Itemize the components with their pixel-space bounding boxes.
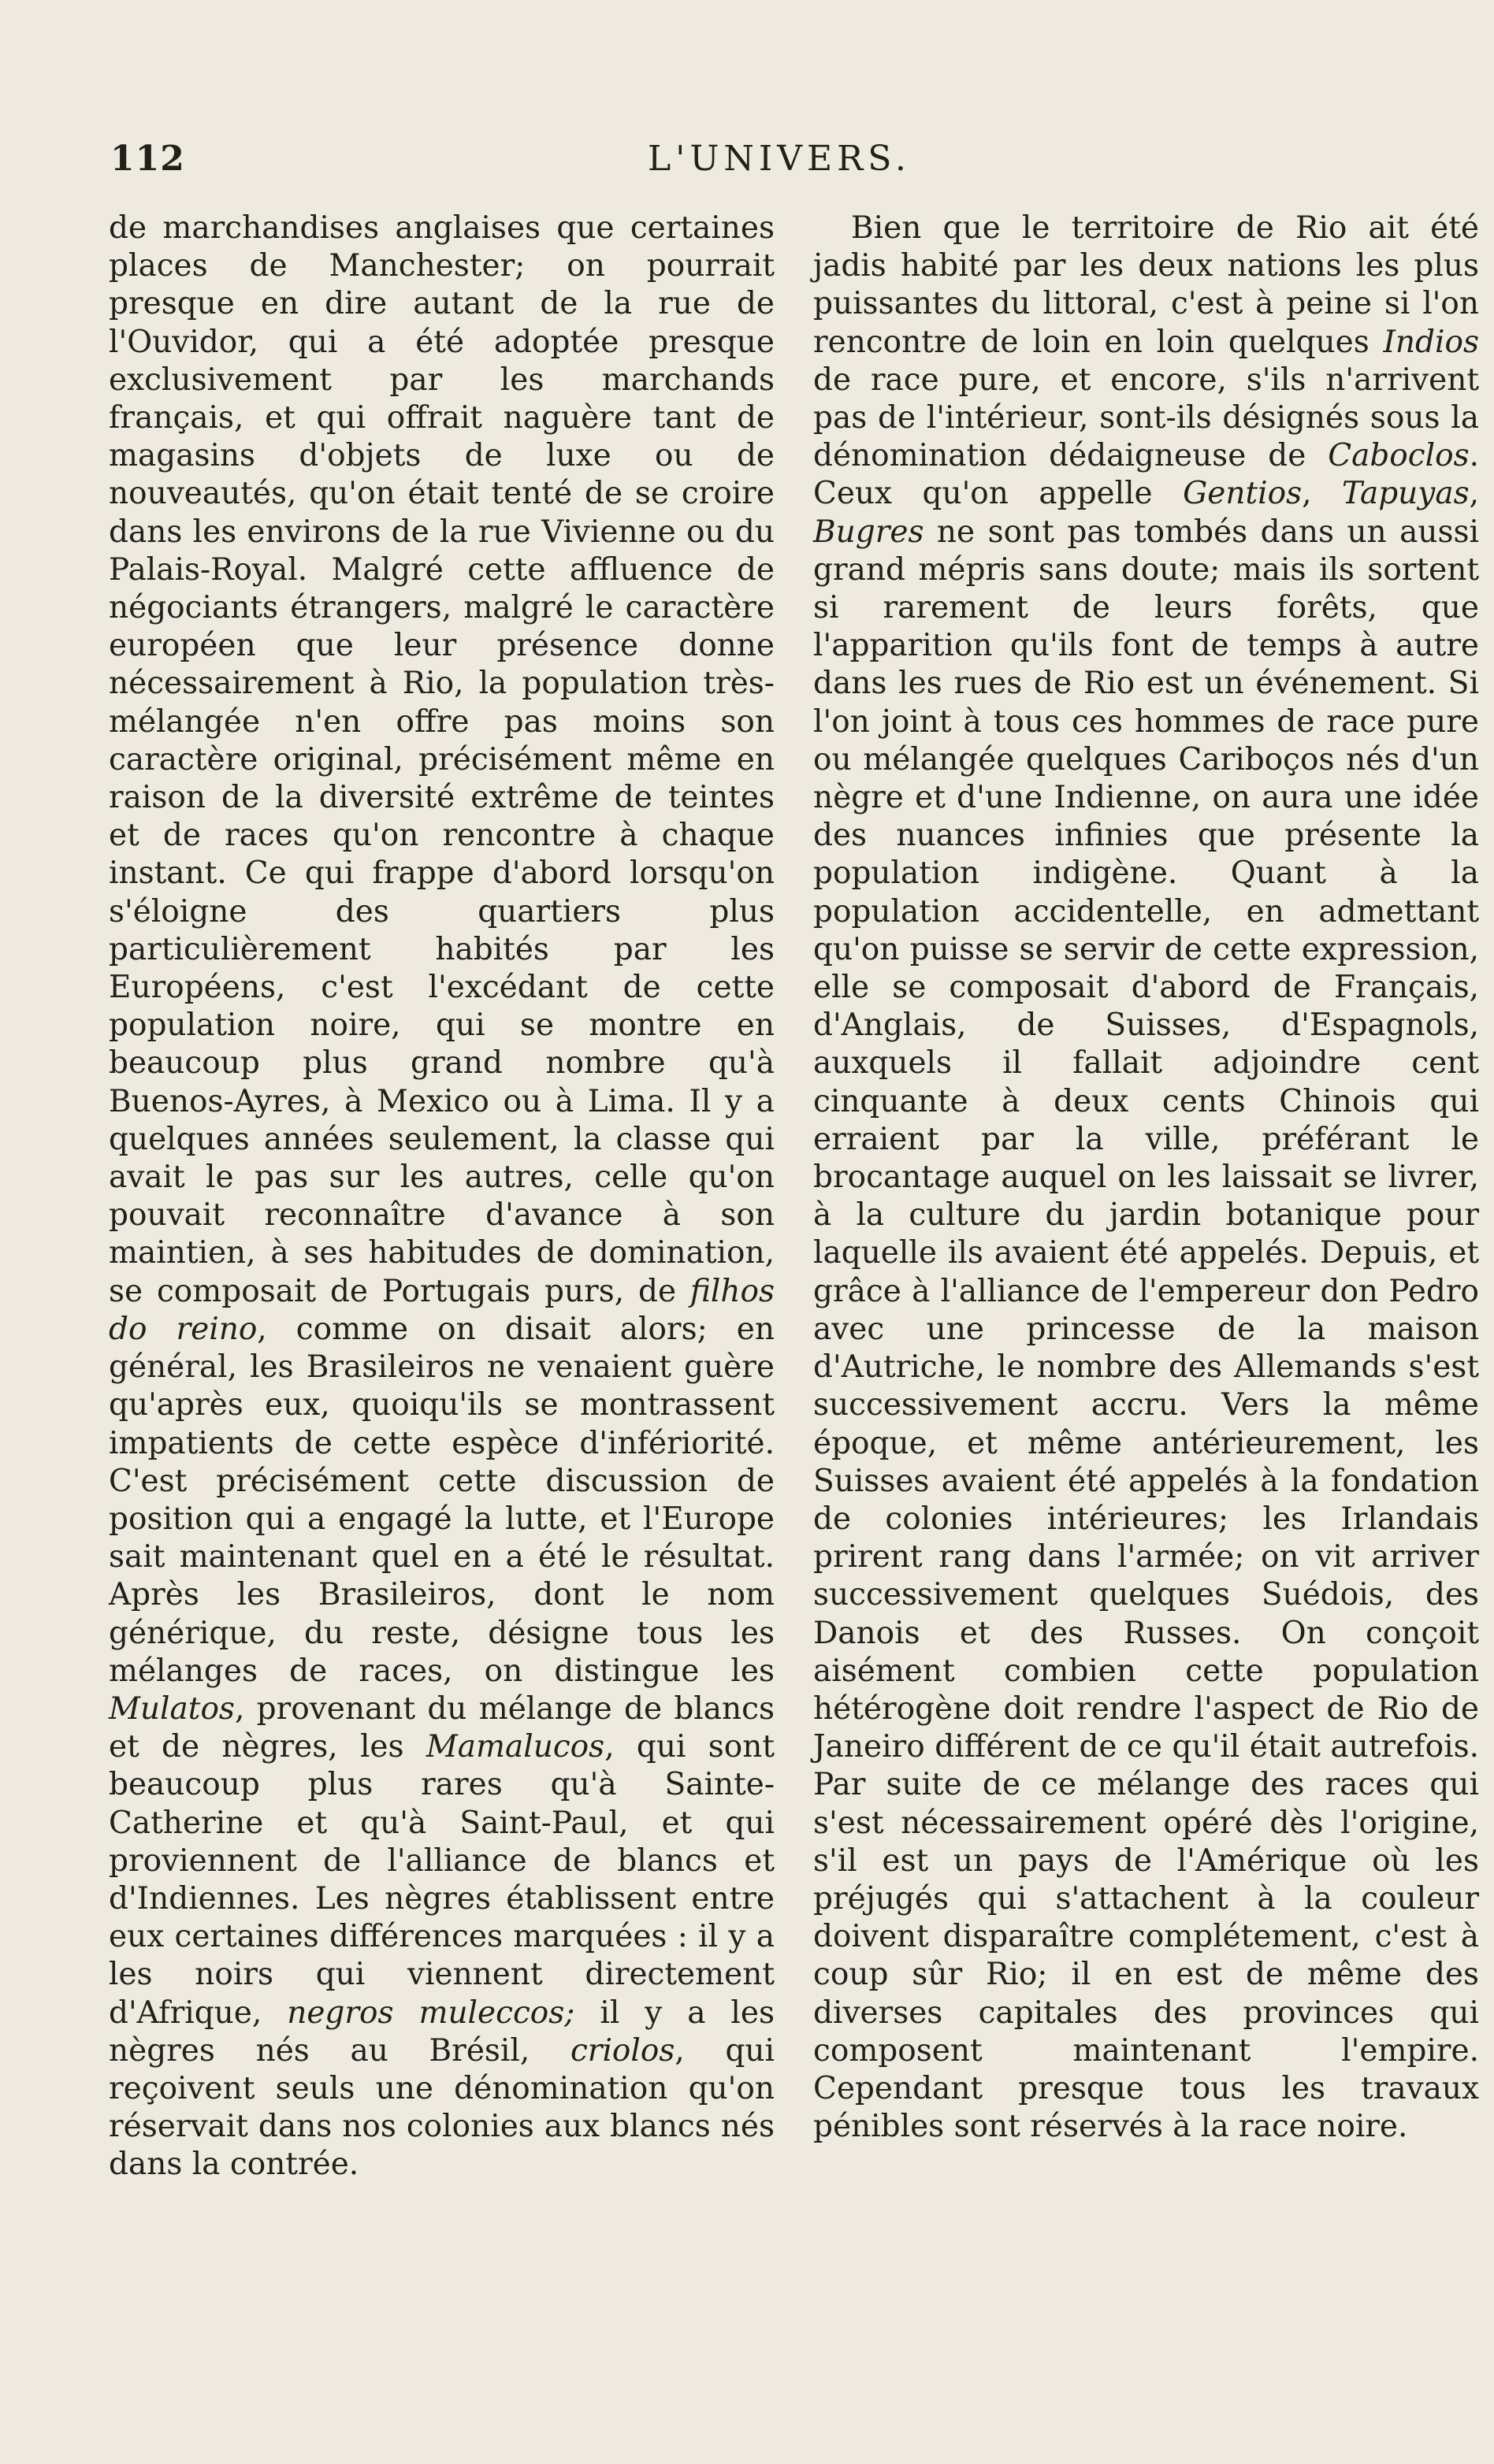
italic-term: Indios xyxy=(1383,324,1479,360)
text-run: ne sont pas tombés dans un aussi grand mépris sans doute; mais ils sortent si rarement de leurs forêts, que l'apparition qu'ils font de temps à autre dans les rues de Rio est un événement. Si l'on joint à tous ces hommes de race pure ou mélangée quelques Cariboços nés d'un nègre et d'une Indienne, on aura une idée des nuances infinies que présente la population indigène. Quant à la population accidentelle, en admettant qu'on puisse se servir de cette expression, elle se composait d'abord de Français, d'Anglais, de Suisses, d'Espagnols, auxquels il fallait adjoindre cent cinquante à deux cents Chinois qui erraient par la ville, préférant le brocantage auquel on les laissait se livrer, à la culture du jardin botanique pour laquelle ils avaient été appelés. Depuis, et grâce à l'alliance de l'empereur don Pedro avec une princesse de la maison d'Autriche, le nombre des Allemands s'est successivement accru. Vers la même époque, et même antérieurement, les Suisses avaient été appelés à la fondation de colonies intérieures; les Irlandais prirent rang dans l'armée; on vit arriver successivement quelques Suédois, des Danois et des Russes. On conçoit aisément combien cette population hétérogène doit rendre l'aspect de Rio de Janeiro différent de ce qu'il était autrefois. Par suite de ce mélange des races qui s'est nécessairement opéré dès l'origine, s'il est un pays de l'Amérique où les préjugés qui s'attachent à la couleur doivent disparaître complétement, c'est à coup sûr Rio; il en est de même des diverses capitales des provinces qui composent maintenant l'empire. Cependant presque tous les travaux pénibles sont réservés à la race noire. xyxy=(813,514,1479,2145)
running-title: L'UNIVERS. xyxy=(648,139,911,179)
italic-term: Mulatos xyxy=(109,1690,235,1727)
italic-term: Caboclos xyxy=(1328,438,1470,474)
page-number: 112 xyxy=(110,139,185,179)
text-run: , provenant du mélange de blancs et de nègres, les xyxy=(109,1690,775,1765)
text-run: il y a les nègres nés au Brésil, xyxy=(109,1995,775,2069)
left-column-paragraph xyxy=(109,210,775,2184)
text-run: Bien que le territoire de Rio ait été jadis habité par les deux nations les plus puissantes du littoral, c'est à peine si l'on rencontre de loin en loin quelques xyxy=(813,210,1479,360)
italic-term: Gentios xyxy=(1183,476,1303,512)
text-run: de marchandises anglaises que certaines places de Manchester; on pourrait presque en dire autant de la rue de l'Ouvidor, qui a été adoptée presque exclusivement par les marchands français, et qui offrait naguère tant de magasins d'objets de luxe ou de nouveautés, qu'on était tenté de se croire dans les environs de la rue Vivienne ou du Palais-Royal. Malgré cette affluence de négociants étrangers, malgré le caractère européen que leur présence donne nécessairement à Rio, la population très-mélangée n'en offre pas moins son caractère original, précisément même en raison de la diversité extrême de teintes et de races qu'on rencontre à chaque instant. Ce qui frappe d'abord lorsqu'on s'éloigne des quartiers plus particulièrement habités par les Européens, c'est l'excédant de cette population noire, qui se montre en beaucoup plus grand nombre qu'à Buenos-Ayres, à Mexico ou à Lima. Il y a quelques années seulement, la classe qui avait le pas sur les autres, celle qu'on pouvait reconnaître d'avance à son maintien, à ses habitudes de domination, se composait de Portugais purs, de xyxy=(109,210,775,1309)
page-header xyxy=(110,139,1466,186)
text-run: . Ceux qu'on appelle xyxy=(813,438,1479,512)
italic-term: Tapuyas xyxy=(1341,476,1470,512)
italic-term: Mamalucos xyxy=(426,1729,605,1765)
italic-term: negros muleccos; xyxy=(287,1995,575,2031)
left-column xyxy=(109,210,775,2184)
text-run: , comme on disait alors; en général, les Brasileiros ne venaient guère qu'après eux, quoiqu'ils se montrassent impatients de cette espèce d'infériorité. C'est précisément cette discussion de position qui a engagé la lutte, et l'Europe sait maintenant quel en a été le résultat. Après les Brasileiros, dont le nom générique, du reste, désigne tous les mélanges de races, on distingue les xyxy=(109,1311,775,1689)
text-run: , qui reçoivent seuls une dénomination qu'on réservait dans nos colonies aux blancs nés dans la contrée. xyxy=(109,2032,775,2183)
text-run: , xyxy=(1469,476,1479,512)
italic-term: criolos xyxy=(570,2032,675,2069)
text-run: , xyxy=(1302,476,1342,512)
italic-term: Bugres xyxy=(813,514,924,550)
right-column xyxy=(813,210,1479,2146)
text-run: de race pure, et encore, s'ils n'arrivent pas de l'intérieur, sont-ils désignés sous la dénomination dédaigneuse de xyxy=(813,362,1479,474)
right-column-paragraph xyxy=(813,210,1479,2146)
italic-term: filhos do reino xyxy=(109,1273,775,1347)
text-run: , qui sont beaucoup plus rares qu'à Sainte-Catherine et qu'à Saint-Paul, et qui proviennent de l'alliance de blancs et d'Indiennes. Les nègres établissent entre eux certaines différences marquées : il y a les noirs qui viennent directement d'Afrique, xyxy=(109,1729,775,2031)
